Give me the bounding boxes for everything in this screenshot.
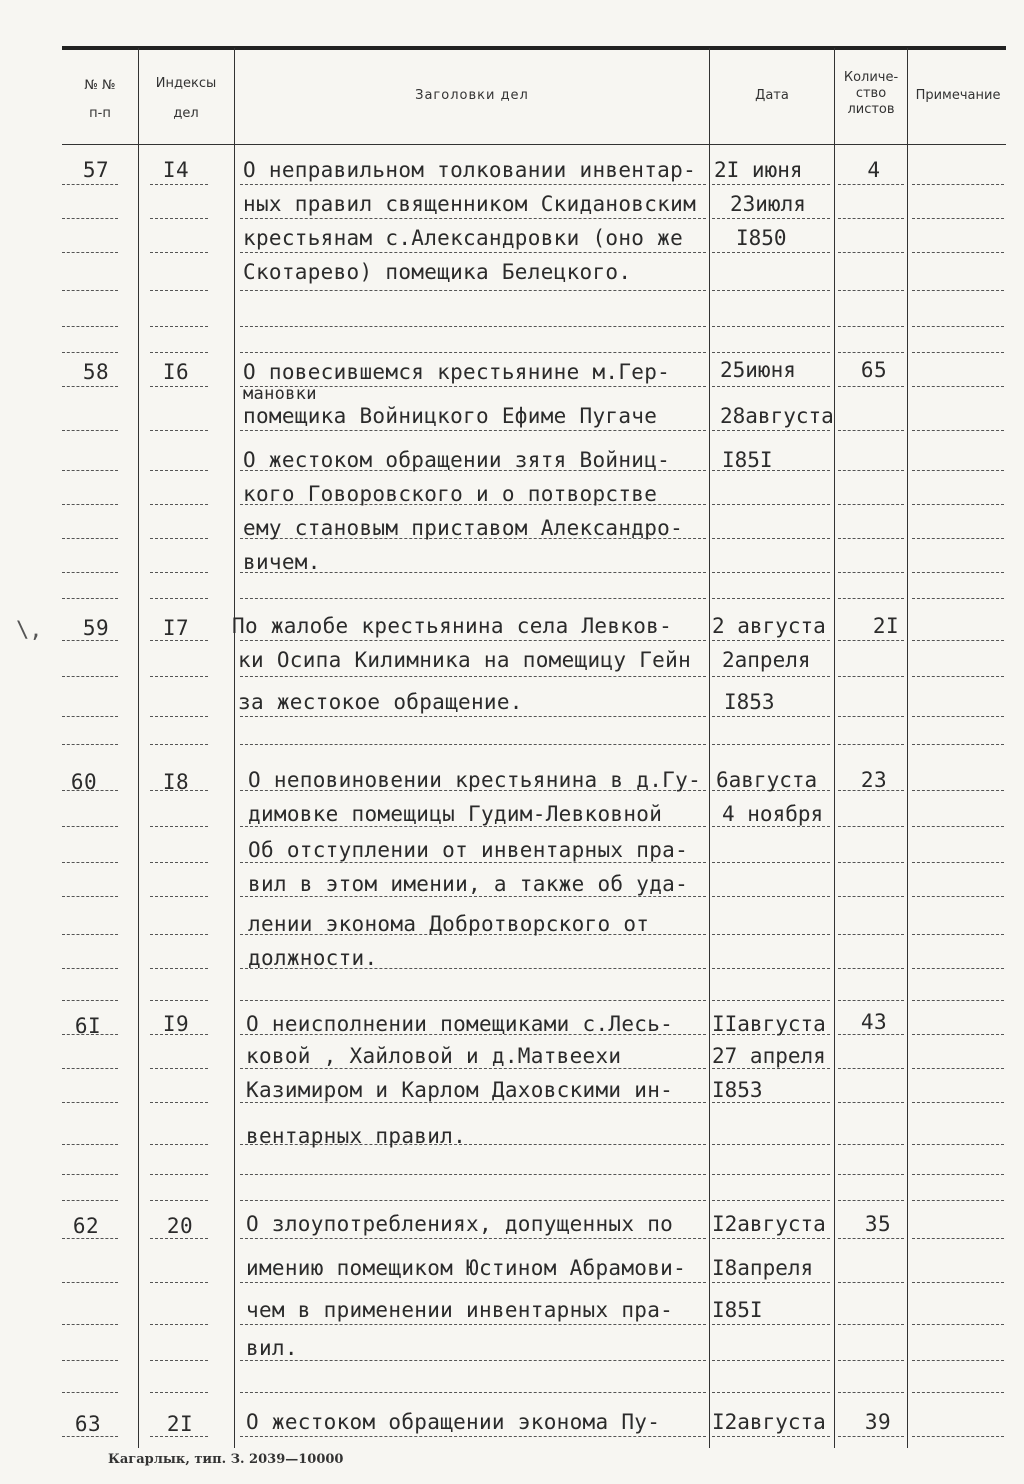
entry-date-line: I85I — [722, 448, 773, 472]
ruled-line-segment — [712, 1174, 830, 1175]
ruled-line-segment — [912, 470, 1004, 471]
ruled-line-segment — [912, 1324, 1004, 1325]
header-num — [70, 78, 130, 122]
ruled-line-segment — [62, 1324, 118, 1325]
ruled-line-segment — [240, 744, 706, 745]
ruled-line-segment — [838, 352, 904, 353]
ruled-line-segment — [240, 598, 706, 599]
entry-number: 6I — [74, 1014, 102, 1038]
ruled-line-segment — [838, 1144, 904, 1145]
ruled-line-segment — [240, 1174, 706, 1175]
entry-date-line: 23июля — [730, 192, 806, 216]
ruled-line-segment — [912, 386, 1004, 387]
entry-title-line: О неисполнении помещиками с.Лесь- — [246, 1012, 674, 1036]
ruled-line-segment — [150, 218, 208, 219]
entry-title-line: лении эконома Добротворского от — [248, 912, 650, 936]
ruled-line-segment — [62, 1144, 118, 1145]
header-date: Дата — [755, 88, 789, 103]
ruled-line-segment — [712, 504, 830, 505]
ruled-line-segment — [712, 676, 830, 677]
ruled-line-segment — [150, 1174, 208, 1175]
header-bottom-border — [62, 144, 1006, 145]
entry-date-line: I850 — [736, 226, 787, 250]
ruled-line-segment — [912, 290, 1004, 291]
ruled-line-segment — [150, 1144, 208, 1145]
ruled-line-segment — [150, 572, 208, 573]
ruled-line-segment — [912, 598, 1004, 599]
ruled-line-segment — [62, 968, 118, 969]
ruled-line-segment — [150, 386, 208, 387]
ruled-line-segment — [240, 290, 706, 291]
ruled-line-segment — [712, 1102, 830, 1103]
ruled-line-segment — [712, 896, 830, 897]
entry-date-line: 27 апреля — [712, 1044, 826, 1068]
entry-index: I8 — [162, 770, 190, 794]
entry-date-line: 6августа — [716, 768, 818, 792]
ruled-line-segment — [838, 184, 904, 185]
entry-title-line: О жестоком обращении зятя Войниц- — [243, 448, 671, 472]
ruled-line-segment — [240, 326, 706, 327]
entry-index: I4 — [162, 158, 190, 182]
entry-number: 63 — [74, 1412, 102, 1436]
ruled-line-segment — [838, 968, 904, 969]
ruled-line-segment — [150, 430, 208, 431]
ruled-line-segment — [912, 676, 1004, 677]
ruled-line-segment — [150, 896, 208, 897]
ruled-line-segment — [838, 1324, 904, 1325]
entry-title-line: О неповиновении крестьянина в д.Гу- — [248, 768, 702, 792]
ruled-line-segment — [150, 470, 208, 471]
col-divider-5 — [907, 48, 908, 1448]
entry-date-line: I853 — [724, 690, 775, 714]
ruled-line-segment — [838, 826, 904, 827]
table-top-border — [62, 46, 1006, 50]
ruled-line-segment — [912, 572, 1004, 573]
ruled-line-segment — [150, 1360, 208, 1361]
ruled-line-segment — [912, 1200, 1004, 1201]
entry-index: 2I — [166, 1412, 194, 1436]
ruled-line-segment — [912, 430, 1004, 431]
entry-count: 23 — [860, 768, 888, 792]
ruled-line-segment — [838, 1068, 904, 1069]
ruled-line-segment — [240, 826, 706, 827]
ruled-line-segment — [62, 252, 118, 253]
ruled-line-segment — [838, 504, 904, 505]
ruled-line-segment — [62, 826, 118, 827]
ruled-line-segment — [62, 352, 118, 353]
entry-date-line: 25июня — [720, 358, 796, 382]
ruled-line-segment — [838, 640, 904, 641]
entry-count: 65 — [860, 358, 888, 382]
ruled-line-segment — [838, 1282, 904, 1283]
entry-title-line: ему становым приставом Александро- — [243, 516, 684, 540]
ruled-line-segment — [838, 598, 904, 599]
ruled-line-segment — [62, 896, 118, 897]
ruled-line-segment — [150, 1238, 208, 1239]
entry-title-line: ковой , Хайловой и д.Матвеехи — [246, 1044, 622, 1068]
ruled-line-segment — [240, 1102, 706, 1103]
ruled-line-segment — [62, 1360, 118, 1361]
ruled-line-segment — [62, 218, 118, 219]
ruled-line-segment — [712, 386, 830, 387]
entry-title-line: По жалобе крестьянина села Левков- — [232, 614, 673, 638]
ruled-line-segment — [838, 218, 904, 219]
ruled-line-segment — [150, 252, 208, 253]
ruled-line-segment — [912, 352, 1004, 353]
ruled-line-segment — [62, 1392, 118, 1393]
ruled-line-segment — [150, 598, 208, 599]
ruled-line-segment — [912, 716, 1004, 717]
header-num-line-1: № № — [84, 78, 116, 93]
ruled-line-segment — [62, 862, 118, 863]
header-num-line-2: п-п — [89, 106, 111, 121]
entry-title-line: ки Осипа Килимника на помещицу Гейн — [238, 648, 692, 672]
entry-index: I6 — [162, 360, 190, 384]
ruled-line-segment — [240, 352, 706, 353]
entry-count: 35 — [864, 1212, 892, 1236]
ruled-line-segment — [912, 1238, 1004, 1239]
ruled-line-segment — [838, 934, 904, 935]
entry-title-line: должности. — [248, 946, 378, 970]
entry-date-line: 4 ноября — [722, 802, 824, 826]
entry-title-line: О злоупотреблениях, допущенных по — [246, 1212, 674, 1236]
ruled-line-segment — [712, 1200, 830, 1201]
ruled-line-segment — [712, 1238, 830, 1239]
entry-date-line: I8апреля — [712, 1256, 814, 1280]
ruled-line-segment — [912, 504, 1004, 505]
header-count — [836, 70, 906, 118]
ruled-line-segment — [240, 676, 706, 677]
ruled-line-segment — [712, 326, 830, 327]
ruled-line-segment — [838, 1174, 904, 1175]
ruled-line-segment — [62, 934, 118, 935]
ruled-line-segment — [912, 862, 1004, 863]
ruled-line-segment — [240, 218, 706, 219]
ruled-line-segment — [150, 538, 208, 539]
ruled-line-segment — [838, 1392, 904, 1393]
ruled-line-segment — [240, 896, 706, 897]
header-count-line-3: листов — [847, 102, 895, 117]
ruled-line-segment — [62, 1174, 118, 1175]
ruled-line-segment — [150, 1200, 208, 1201]
ruled-line-segment — [150, 1282, 208, 1283]
ruled-line-segment — [150, 290, 208, 291]
ruled-line-segment — [838, 572, 904, 573]
ruled-line-segment — [712, 598, 830, 599]
entry-date-line: 2 августа — [712, 614, 826, 638]
entry-index: I9 — [162, 1012, 190, 1036]
header-index — [140, 76, 232, 122]
col-divider-3 — [709, 48, 710, 1448]
ruled-line-segment — [150, 676, 208, 677]
ruled-line-segment — [838, 538, 904, 539]
ruled-line-segment — [240, 1200, 706, 1201]
ruled-line-segment — [712, 290, 830, 291]
ruled-line-segment — [912, 968, 1004, 969]
entry-date-line: I2августа — [712, 1212, 826, 1236]
ruled-line-segment — [912, 252, 1004, 253]
ruled-line-segment — [150, 504, 208, 505]
ruled-line-segment — [912, 1360, 1004, 1361]
ruled-line-segment — [838, 290, 904, 291]
ruled-line-segment — [150, 1068, 208, 1069]
ruled-line-segment — [712, 934, 830, 935]
entry-title-line: вичем. — [243, 550, 321, 574]
ruled-line-segment — [912, 744, 1004, 745]
ruled-line-segment — [712, 716, 830, 717]
ruled-line-segment — [62, 386, 118, 387]
ruled-line-segment — [912, 218, 1004, 219]
ruled-line-segment — [62, 676, 118, 677]
ruled-line-segment — [240, 252, 706, 253]
ruled-line-segment — [150, 1392, 208, 1393]
ruled-line-segment — [838, 430, 904, 431]
ruled-line-segment — [712, 352, 830, 353]
ruled-line-segment — [62, 326, 118, 327]
ruled-line-segment — [912, 640, 1004, 641]
entry-date-line: I2августа — [712, 1410, 826, 1434]
ruled-line-segment — [912, 1144, 1004, 1145]
ruled-line-segment — [912, 538, 1004, 539]
ruled-line-segment — [838, 326, 904, 327]
ruled-line-segment — [62, 744, 118, 745]
ruled-line-segment — [838, 1102, 904, 1103]
ruled-line-segment — [912, 326, 1004, 327]
ruled-line-segment — [240, 716, 706, 717]
ruled-line-segment — [62, 1000, 118, 1001]
ruled-line-segment — [838, 744, 904, 745]
ruled-line-segment — [712, 1392, 830, 1393]
ruled-line-segment — [712, 1068, 830, 1069]
entry-date-line: IIавгуста — [712, 1012, 826, 1036]
ruled-line-segment — [838, 1034, 904, 1035]
ruled-line-segment — [62, 430, 118, 431]
entry-count: 39 — [864, 1410, 892, 1434]
entry-title-line: мановки — [243, 384, 317, 404]
ruled-line-segment — [838, 386, 904, 387]
entry-number: 57 — [82, 158, 110, 182]
ruled-line-segment — [240, 1360, 706, 1361]
ruled-line-segment — [838, 252, 904, 253]
ruled-line-segment — [912, 1000, 1004, 1001]
ruled-line-segment — [838, 1436, 904, 1437]
ruled-line-segment — [912, 896, 1004, 897]
ruled-line-segment — [712, 218, 830, 219]
ruled-line-segment — [712, 1324, 830, 1325]
ruled-line-segment — [838, 676, 904, 677]
entry-title-line: имению помещиком Юстином Абрамови- — [246, 1256, 687, 1280]
ruled-line-segment — [712, 1436, 830, 1437]
ruled-line-segment — [62, 1238, 118, 1239]
ruled-line-segment — [62, 572, 118, 573]
ruled-line-segment — [712, 1282, 830, 1283]
ruled-line-segment — [712, 744, 830, 745]
ruled-line-segment — [838, 862, 904, 863]
ruled-line-segment — [712, 1144, 830, 1145]
ruled-line-segment — [240, 1392, 706, 1393]
entry-title-line: О неправильном толковании инвентар- — [243, 158, 697, 182]
ruled-line-segment — [62, 184, 118, 185]
ruled-line-segment — [150, 826, 208, 827]
ruled-line-segment — [62, 640, 118, 641]
ruled-line-segment — [150, 352, 208, 353]
entry-title-line: Скотарево) помещика Белецкого. — [243, 260, 632, 284]
entry-title-line: димовке помещицы Гудим-Левковной — [248, 802, 663, 826]
entry-title-line: помещика Войницкого Ефиме Пугаче — [243, 404, 658, 428]
ruled-line-segment — [838, 1200, 904, 1201]
entry-title-line: кого Говоровского и о потворстве — [243, 482, 658, 506]
ruled-line-segment — [150, 934, 208, 935]
ruled-line-segment — [838, 1238, 904, 1239]
ruled-line-segment — [150, 640, 208, 641]
ruled-line-segment — [912, 1174, 1004, 1175]
ruled-line-segment — [150, 184, 208, 185]
entry-number: 62 — [72, 1214, 100, 1238]
ruled-line-segment — [62, 1200, 118, 1201]
ruled-line-segment — [240, 640, 706, 641]
ruled-line-segment — [240, 862, 706, 863]
entry-number: 59 — [82, 616, 110, 640]
entry-number: 58 — [82, 360, 110, 384]
ruled-line-segment — [838, 1000, 904, 1001]
entry-title-line: Об отступлении от инвентарных пра- — [248, 838, 689, 862]
ruled-line-segment — [62, 1436, 118, 1437]
ruled-line-segment — [150, 1436, 208, 1437]
entry-title-line: Казимиром и Карлом Даховскими ин- — [246, 1078, 674, 1102]
ruled-line-segment — [62, 1102, 118, 1103]
ruled-line-segment — [240, 1000, 706, 1001]
ruled-line-segment — [912, 826, 1004, 827]
ruled-line-segment — [838, 470, 904, 471]
header-index-line-2: дел — [173, 106, 199, 121]
ruled-line-segment — [150, 862, 208, 863]
ruled-line-segment — [62, 470, 118, 471]
ruled-line-segment — [912, 1034, 1004, 1035]
ruled-line-segment — [62, 538, 118, 539]
ruled-line-segment — [240, 1436, 706, 1437]
entry-title-line: крестьянам с.Александровки (оно же — [243, 226, 684, 250]
ruled-line-segment — [150, 1102, 208, 1103]
ruled-line-segment — [62, 1068, 118, 1069]
ruled-line-segment — [240, 1238, 706, 1239]
entry-count: 43 — [860, 1010, 888, 1034]
ruled-line-segment — [712, 572, 830, 573]
ruled-line-segment — [712, 430, 830, 431]
ruled-line-segment — [150, 744, 208, 745]
header-index-line-1: Индексы — [155, 76, 217, 91]
ruled-line-segment — [838, 896, 904, 897]
col-divider-2 — [234, 48, 235, 1448]
ruled-line-segment — [712, 184, 830, 185]
entry-index: 20 — [166, 1214, 194, 1238]
entry-title-line: вил. — [246, 1336, 298, 1360]
ruled-line-segment — [712, 538, 830, 539]
ruled-line-segment — [912, 790, 1004, 791]
col-divider-4 — [834, 48, 835, 1448]
ruled-line-segment — [912, 1436, 1004, 1437]
header-title: Заголовки дел — [415, 88, 529, 103]
ruled-line-segment — [240, 184, 706, 185]
ruled-line-segment — [912, 1392, 1004, 1393]
entry-count: 2I — [872, 614, 900, 638]
ruled-line-segment — [712, 862, 830, 863]
ruled-line-segment — [240, 1324, 706, 1325]
ruled-line-segment — [712, 826, 830, 827]
ruled-line-segment — [150, 968, 208, 969]
ruled-line-segment — [712, 1000, 830, 1001]
entry-title-line: О жестоком обращении эконома Пу- — [246, 1410, 661, 1434]
ruled-line-segment — [912, 1282, 1004, 1283]
ruled-line-segment — [62, 1282, 118, 1283]
entry-title-line: чем в применении инвентарных пра- — [246, 1298, 674, 1322]
ruled-line-segment — [62, 716, 118, 717]
entry-date-line: I853 — [712, 1078, 763, 1102]
header-count-line-1: Количе- — [843, 70, 899, 85]
entry-date-line: 28августа — [720, 404, 834, 428]
ruled-line-segment — [240, 1282, 706, 1283]
ruled-line-segment — [150, 1324, 208, 1325]
ruled-line-segment — [912, 184, 1004, 185]
ruled-line-segment — [62, 504, 118, 505]
entry-index: I7 — [162, 616, 190, 640]
entry-title-line: О повесившемся крестьянине м.Гер- — [243, 360, 671, 384]
entry-count: 4 — [867, 158, 881, 182]
margin-pencil-mark: \, — [16, 618, 43, 643]
entry-title-line: ных правил священником Скидановским — [243, 192, 697, 216]
ruled-line-segment — [912, 1068, 1004, 1069]
entry-number: 60 — [70, 770, 98, 794]
ruled-line-segment — [240, 1068, 706, 1069]
ruled-line-segment — [240, 430, 706, 431]
entry-date-line: 2I июня — [714, 158, 803, 182]
header-note: Примечание — [915, 88, 1001, 103]
ruled-line-segment — [838, 1360, 904, 1361]
ruled-line-segment — [912, 1102, 1004, 1103]
entry-title-line: вентарных правил. — [246, 1124, 467, 1148]
ruled-line-segment — [712, 968, 830, 969]
entry-title-line: за жестокое обращение. — [238, 690, 523, 714]
header-count-line-2: ство — [855, 86, 887, 101]
ruled-line-segment — [838, 716, 904, 717]
printer-footer: Кагарлык, тип. З. 2039—10000 — [108, 1452, 344, 1467]
ruled-line-segment — [150, 326, 208, 327]
ruled-line-segment — [712, 1360, 830, 1361]
entry-date-line: 2апреля — [722, 648, 811, 672]
ruled-line-segment — [712, 640, 830, 641]
ruled-line-segment — [912, 934, 1004, 935]
ruled-line-segment — [150, 1000, 208, 1001]
entry-title-line: вил в этом имении, а также об уда- — [248, 872, 689, 896]
col-divider-1 — [138, 48, 139, 1448]
ruled-line-segment — [62, 598, 118, 599]
ruled-line-segment — [712, 252, 830, 253]
ruled-line-segment — [62, 290, 118, 291]
entry-date-line: I85I — [712, 1298, 763, 1322]
ruled-line-segment — [150, 716, 208, 717]
